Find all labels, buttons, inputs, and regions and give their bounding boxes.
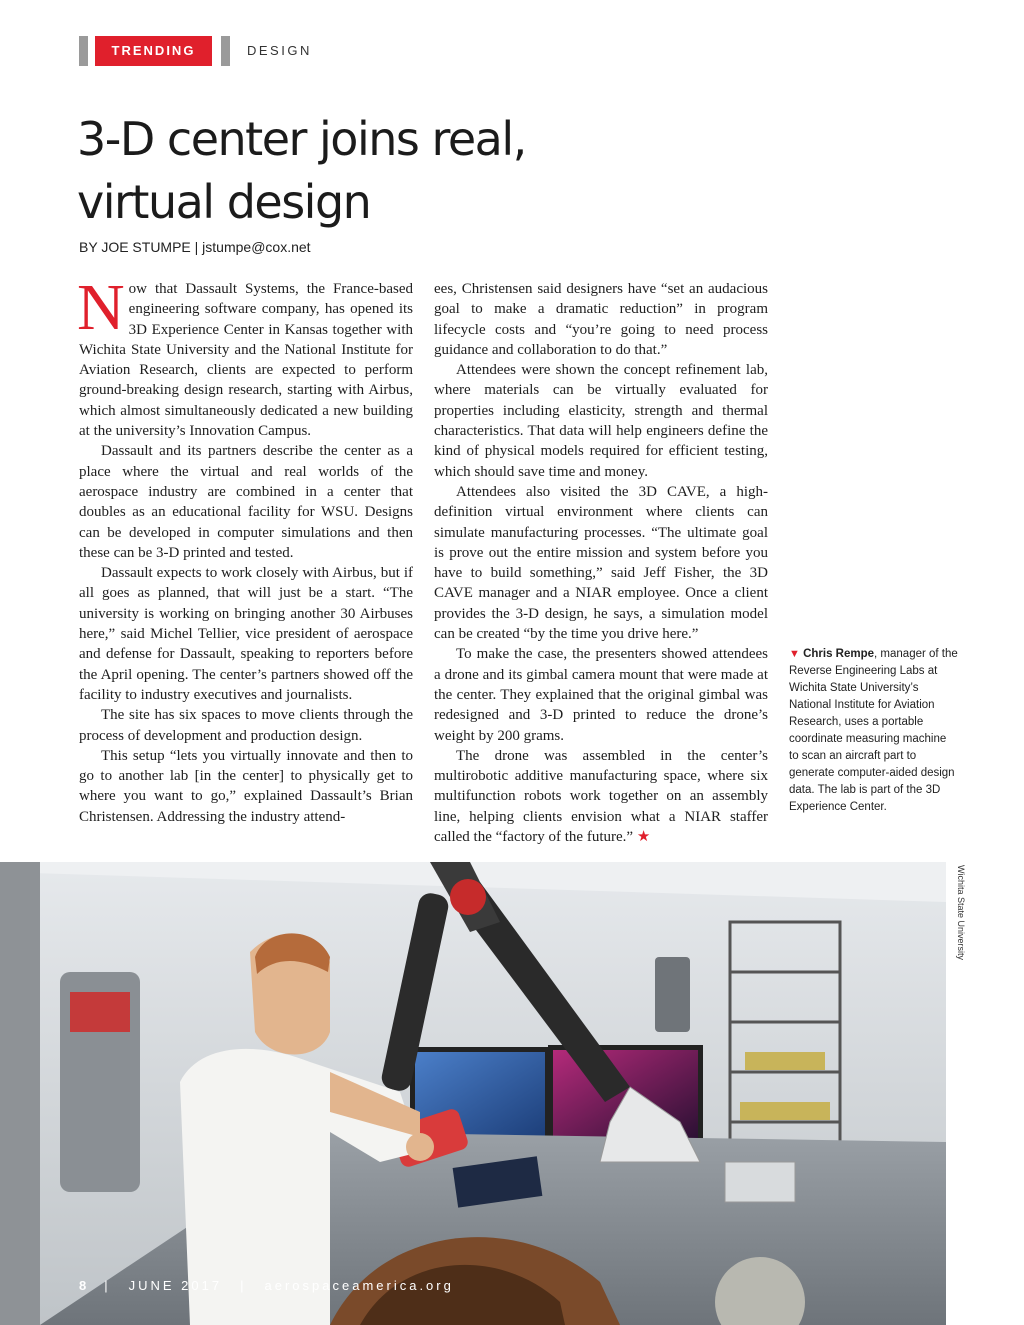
photo-caption [789, 646, 959, 816]
paragraph: Dassault expects to work closely with Airbus, but if all goes as planned, that will just be a start. “The university is working on bringing another 30 Airbuses here,” said Michel Tellier, vice president of aerospace and defense for Dassault, speaking to reporters before the April opening. The center’s partners showed off the facility to industry executives and journalists. [79, 565, 413, 703]
end-star-icon: ★ [636, 829, 651, 846]
paragraph: Attendees were shown the concept refinement lab, where materials can be virtually evaluated for properties including elasticity, strength and thermal characteristics. That data will help engineers define the kind of physical models required for efficient testing, which should save time and money. [434, 362, 768, 480]
article-column-1 [77, 271, 413, 827]
paragraph: The site has six spaces to move clients through the process of development and production design. [79, 707, 413, 744]
byline: BY JOE STUMPE | jstumpe@cox.net [79, 239, 311, 255]
footer-separator: | [240, 1278, 247, 1293]
paragraph: This setup “lets you virtually innovate and then to go to another lab [in the center] to physically get to where you want to go,” explained Dassault’s Brian Christensen. Addressing the industry attend- [79, 747, 413, 825]
paragraph [77, 271, 413, 441]
section-label: DESIGN [247, 43, 312, 58]
paragraph-text: The drone was assembled in the center’s multirobotic additive manufacturing space, where six multifunction robots work together on an assembly line, helping clients envision what a NIAR staffer called the “factory of the future.” [434, 747, 768, 846]
issue-date: JUNE 2017 [128, 1278, 223, 1293]
page-number: 8 [79, 1278, 87, 1293]
caption-text: , manager of the Reverse Engineering Labs at Wichita State University’s National Institute for Aviation Research, uses a portable coordinate measuring machine to scan an aircraft part to generate computer-aided design data. The lab is part of the 3D Experience Center. [789, 648, 958, 813]
drop-cap: N [77, 271, 125, 344]
website-link[interactable]: aerospaceamerica.org [264, 1278, 454, 1293]
paragraph [434, 746, 768, 847]
caption-name: Chris Rempe [803, 648, 875, 660]
article-headline [77, 108, 697, 234]
header-bar-right [221, 36, 230, 66]
headline-line-1: 3-D center joins real, [77, 112, 526, 166]
paragraph: To make the case, the presenters showed attendees a drone and its gimbal camera mount that were made at the center. They explained that the original gimbal was redesigned and 3-D printed to reduce the drone’s weight by 200 grams. [434, 646, 768, 744]
article-column-2 [434, 279, 768, 847]
lab-photo-illustration [0, 862, 946, 1325]
lab-photo [0, 862, 946, 1325]
section-header [79, 36, 479, 66]
caption-triangle-icon: ▼ [789, 648, 800, 660]
header-bar-left [79, 36, 88, 66]
trending-tag: TRENDING [95, 36, 212, 66]
photo-credit: Wichita State University [956, 865, 966, 961]
footer-separator: | [104, 1278, 111, 1293]
page-footer [79, 1278, 472, 1293]
headline-line-2: virtual design [77, 175, 371, 229]
paragraph: Dassault and its partners describe the center as a place where the virtual and real worlds of the aerospace industry are combined in a center that doubles as an educational facility for WSU. Designs can be developed in computer simulations and then these can be 3-D printed and tested. [79, 443, 413, 561]
paragraph-text: ow that Dassault Systems, the France-based engineering software company, has opened its 3D Experience Center in Kansas together with Wichita State University and the National Institute for Aviation Research, clients are expected to perform ground-breaking design research, starting with Airbus, which almost simultaneously dedicated a new building at the university’s Innovation Campus. [79, 281, 413, 440]
paragraph: Attendees also visited the 3D CAVE, a high-definition virtual environment where clients can simulate manufacturing processes. “The ultimate goal is prove out the entire mission and system before you have to build something,” said Jeff Fisher, the 3D CAVE manager and a NIAR employee. Once a client provides the 3-D design, he says, a simulation model can be created “by the time you drive here.” [434, 483, 768, 643]
paragraph: ees, Christensen said designers have “set an audacious goal to make a dramatic reduction” in program lifecycle costs and “you’re going to need process guidance and collaboration to do that.” [434, 281, 768, 358]
